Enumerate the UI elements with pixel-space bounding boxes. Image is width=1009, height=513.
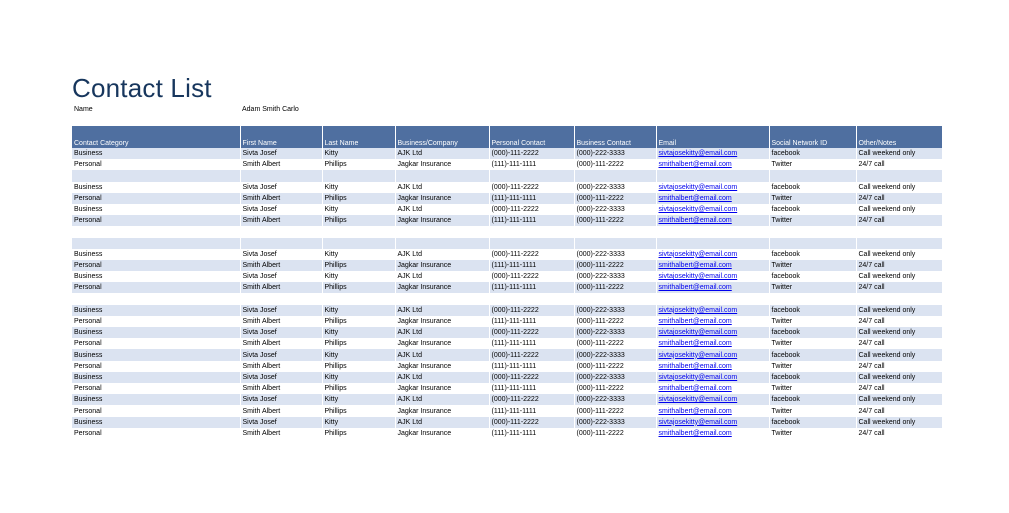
cell-business-contact[interactable]: (000)-111-2222 bbox=[574, 215, 656, 226]
table-row bbox=[72, 293, 942, 304]
table-row bbox=[72, 260, 942, 271]
cell-first-name[interactable]: Smith Albert bbox=[240, 215, 322, 226]
cell-email[interactable] bbox=[656, 238, 769, 249]
table-row bbox=[72, 215, 942, 226]
table-row bbox=[72, 327, 942, 338]
cell-personal-contact[interactable]: (111)-111-1111 bbox=[489, 361, 574, 372]
cell-business-company[interactable]: Jagkar Insurance bbox=[395, 215, 489, 226]
table-body bbox=[72, 148, 942, 439]
cell-last-name[interactable]: Kitty bbox=[322, 372, 395, 383]
cell-other-notes[interactable]: Call weekend only bbox=[856, 249, 942, 260]
cell-other-notes[interactable]: Call weekend only bbox=[856, 349, 942, 360]
table-row bbox=[72, 148, 942, 159]
cell-other-notes[interactable]: Call weekend only bbox=[856, 327, 942, 338]
cell-contact-category[interactable]: Personal bbox=[72, 260, 240, 271]
cell-contact-category[interactable]: Business bbox=[72, 148, 240, 159]
cell-social-network-id[interactable]: facebook bbox=[769, 249, 856, 260]
cell-business-contact[interactable]: (000)-222-3333 bbox=[574, 305, 656, 316]
cell-business-contact[interactable]: (000)-222-3333 bbox=[574, 249, 656, 260]
email-link[interactable]: sivtajosekitty@email.com bbox=[658, 273, 738, 281]
cell-personal-contact[interactable]: (000)-111-2222 bbox=[489, 271, 574, 282]
cell-first-name[interactable]: Sivta Josef bbox=[240, 204, 322, 215]
cell-contact-category[interactable]: Personal bbox=[72, 159, 240, 170]
cell-first-name[interactable] bbox=[240, 226, 322, 237]
cell-last-name[interactable] bbox=[322, 226, 395, 237]
cell-personal-contact[interactable]: (000)-111-2222 bbox=[489, 327, 574, 338]
cell-business-company[interactable]: AJK Ltd bbox=[395, 349, 489, 360]
cell-business-contact[interactable]: (000)-222-3333 bbox=[574, 271, 656, 282]
cell-other-notes[interactable]: Call weekend only bbox=[856, 305, 942, 316]
cell-business-company[interactable] bbox=[395, 293, 489, 304]
table-row bbox=[72, 249, 942, 260]
table-row bbox=[72, 383, 942, 394]
cell-business-contact[interactable]: (000)-111-2222 bbox=[574, 361, 656, 372]
email-link[interactable]: smithalbert@email.com bbox=[658, 407, 732, 415]
cell-business-contact[interactable]: (000)-222-3333 bbox=[574, 204, 656, 215]
cell-social-network-id[interactable]: Twitter bbox=[769, 383, 856, 394]
cell-social-network-id[interactable]: Twitter bbox=[769, 316, 856, 327]
cell-contact-category[interactable]: Business bbox=[72, 182, 240, 193]
cell-contact-category[interactable]: Business bbox=[72, 349, 240, 360]
cell-social-network-id[interactable]: Twitter bbox=[769, 215, 856, 226]
cell-business-company[interactable]: Jagkar Insurance bbox=[395, 428, 489, 439]
cell-email[interactable] bbox=[656, 327, 769, 338]
email-link[interactable]: sivtajosekitty@email.com bbox=[658, 250, 738, 258]
cell-contact-category[interactable]: Business bbox=[72, 271, 240, 282]
email-link[interactable]: smithalbert@email.com bbox=[658, 217, 732, 225]
cell-email[interactable] bbox=[656, 316, 769, 327]
cell-social-network-id[interactable]: facebook bbox=[769, 372, 856, 383]
cell-email[interactable] bbox=[656, 226, 769, 237]
cell-business-contact[interactable] bbox=[574, 170, 656, 181]
cell-first-name[interactable]: Sivta Josef bbox=[240, 148, 322, 159]
owner-name-label: Name bbox=[74, 106, 93, 113]
email-link[interactable]: smithalbert@email.com bbox=[658, 284, 732, 292]
email-link[interactable]: smithalbert@email.com bbox=[658, 194, 732, 202]
cell-email[interactable] bbox=[656, 182, 769, 193]
cell-business-company[interactable]: Jagkar Insurance bbox=[395, 338, 489, 349]
cell-other-notes[interactable]: Call weekend only bbox=[856, 182, 942, 193]
cell-business-company[interactable]: Jagkar Insurance bbox=[395, 282, 489, 293]
cell-email[interactable] bbox=[656, 249, 769, 260]
cell-business-contact[interactable]: (000)-222-3333 bbox=[574, 394, 656, 405]
cell-personal-contact[interactable]: (111)-111-1111 bbox=[489, 260, 574, 271]
cell-other-notes[interactable]: 24/7 call bbox=[856, 193, 942, 204]
table-row bbox=[72, 316, 942, 327]
cell-personal-contact[interactable]: (111)-111-1111 bbox=[489, 428, 574, 439]
cell-first-name[interactable]: Smith Albert bbox=[240, 361, 322, 372]
cell-email[interactable] bbox=[656, 417, 769, 428]
cell-social-network-id[interactable]: facebook bbox=[769, 148, 856, 159]
cell-email[interactable] bbox=[656, 170, 769, 181]
cell-email[interactable] bbox=[656, 349, 769, 360]
cell-business-contact[interactable]: (000)-111-2222 bbox=[574, 405, 656, 416]
cell-contact-category[interactable]: Personal bbox=[72, 193, 240, 204]
cell-email[interactable] bbox=[656, 428, 769, 439]
cell-business-company[interactable]: AJK Ltd bbox=[395, 249, 489, 260]
cell-first-name[interactable]: Smith Albert bbox=[240, 316, 322, 327]
column-header-business-contact[interactable]: Business Contact bbox=[574, 126, 656, 148]
cell-contact-category[interactable]: Business bbox=[72, 249, 240, 260]
cell-social-network-id[interactable]: Twitter bbox=[769, 159, 856, 170]
cell-email[interactable] bbox=[656, 282, 769, 293]
cell-first-name[interactable]: Sivta Josef bbox=[240, 271, 322, 282]
cell-email[interactable] bbox=[656, 159, 769, 170]
cell-last-name[interactable]: Phillips bbox=[322, 383, 395, 394]
cell-social-network-id[interactable]: facebook bbox=[769, 349, 856, 360]
page-title: Contact List bbox=[72, 73, 212, 103]
cell-other-notes[interactable]: 24/7 call bbox=[856, 428, 942, 439]
cell-social-network-id[interactable]: facebook bbox=[769, 394, 856, 405]
cell-business-contact[interactable]: (000)-111-2222 bbox=[574, 193, 656, 204]
cell-business-contact[interactable]: (000)-222-3333 bbox=[574, 372, 656, 383]
email-link[interactable]: smithalbert@email.com bbox=[658, 362, 732, 370]
cell-social-network-id[interactable]: facebook bbox=[769, 417, 856, 428]
column-header-business-company[interactable]: Business/Company bbox=[395, 126, 489, 148]
cell-other-notes[interactable]: 24/7 call bbox=[856, 316, 942, 327]
cell-first-name[interactable]: Sivta Josef bbox=[240, 305, 322, 316]
cell-business-contact[interactable]: (000)-222-3333 bbox=[574, 349, 656, 360]
contact-table bbox=[72, 126, 942, 439]
cell-contact-category[interactable]: Business bbox=[72, 204, 240, 215]
cell-social-network-id[interactable] bbox=[769, 293, 856, 304]
cell-business-company[interactable]: Jagkar Insurance bbox=[395, 316, 489, 327]
cell-last-name[interactable]: Phillips bbox=[322, 405, 395, 416]
cell-business-company[interactable]: Jagkar Insurance bbox=[395, 193, 489, 204]
cell-personal-contact[interactable] bbox=[489, 226, 574, 237]
cell-last-name[interactable]: Kitty bbox=[322, 417, 395, 428]
cell-first-name[interactable]: Sivta Josef bbox=[240, 349, 322, 360]
email-link[interactable]: smithalbert@email.com bbox=[658, 429, 732, 437]
cell-other-notes[interactable]: 24/7 call bbox=[856, 260, 942, 271]
cell-first-name[interactable]: Sivta Josef bbox=[240, 249, 322, 260]
cell-email[interactable] bbox=[656, 260, 769, 271]
cell-first-name[interactable]: Smith Albert bbox=[240, 383, 322, 394]
owner-name-value[interactable]: Adam Smith Carlo bbox=[242, 106, 299, 113]
cell-personal-contact[interactable]: (000)-111-2222 bbox=[489, 417, 574, 428]
table-row bbox=[72, 170, 942, 181]
cell-other-notes[interactable]: Call weekend only bbox=[856, 372, 942, 383]
cell-other-notes[interactable] bbox=[856, 293, 942, 304]
table-row bbox=[72, 338, 942, 349]
cell-business-contact[interactable]: (000)-222-3333 bbox=[574, 148, 656, 159]
cell-last-name[interactable] bbox=[322, 293, 395, 304]
cell-other-notes[interactable]: Call weekend only bbox=[856, 148, 942, 159]
cell-first-name[interactable]: Smith Albert bbox=[240, 405, 322, 416]
cell-last-name[interactable]: Kitty bbox=[322, 327, 395, 338]
column-header-other-notes[interactable]: Other/Notes bbox=[856, 126, 942, 148]
table-row bbox=[72, 282, 942, 293]
cell-personal-contact[interactable]: (111)-111-1111 bbox=[489, 159, 574, 170]
cell-business-contact[interactable] bbox=[574, 238, 656, 249]
table-header-row bbox=[72, 126, 942, 148]
cell-business-contact[interactable]: (000)-111-2222 bbox=[574, 282, 656, 293]
cell-first-name[interactable]: Sivta Josef bbox=[240, 372, 322, 383]
email-link[interactable]: sivtajosekitty@email.com bbox=[658, 306, 738, 314]
cell-business-company[interactable]: Jagkar Insurance bbox=[395, 405, 489, 416]
cell-business-company[interactable]: AJK Ltd bbox=[395, 417, 489, 428]
email-link[interactable]: sivtajosekitty@email.com bbox=[658, 396, 738, 404]
cell-social-network-id[interactable]: Twitter bbox=[769, 282, 856, 293]
cell-contact-category[interactable]: Personal bbox=[72, 361, 240, 372]
cell-last-name[interactable]: Kitty bbox=[322, 305, 395, 316]
cell-last-name[interactable]: Phillips bbox=[322, 361, 395, 372]
cell-email[interactable] bbox=[656, 215, 769, 226]
cell-first-name[interactable]: Sivta Josef bbox=[240, 394, 322, 405]
cell-business-company[interactable]: Jagkar Insurance bbox=[395, 383, 489, 394]
cell-last-name[interactable]: Phillips bbox=[322, 428, 395, 439]
cell-personal-contact[interactable]: (111)-111-1111 bbox=[489, 405, 574, 416]
cell-last-name[interactable]: Kitty bbox=[322, 394, 395, 405]
table-row bbox=[72, 428, 942, 439]
cell-personal-contact[interactable] bbox=[489, 238, 574, 249]
cell-other-notes[interactable]: 24/7 call bbox=[856, 361, 942, 372]
cell-business-company[interactable]: AJK Ltd bbox=[395, 204, 489, 215]
column-header-contact-category[interactable]: Contact Category bbox=[72, 126, 240, 148]
cell-last-name[interactable]: Phillips bbox=[322, 193, 395, 204]
cell-contact-category[interactable]: Personal bbox=[72, 282, 240, 293]
cell-first-name[interactable]: Smith Albert bbox=[240, 338, 322, 349]
cell-last-name[interactable]: Kitty bbox=[322, 182, 395, 193]
cell-contact-category[interactable]: Personal bbox=[72, 338, 240, 349]
cell-personal-contact[interactable]: (000)-111-2222 bbox=[489, 372, 574, 383]
cell-last-name[interactable]: Phillips bbox=[322, 159, 395, 170]
email-link[interactable]: sivtajosekitty@email.com bbox=[658, 329, 738, 337]
cell-personal-contact[interactable]: (111)-111-1111 bbox=[489, 215, 574, 226]
cell-last-name[interactable]: Kitty bbox=[322, 204, 395, 215]
cell-email[interactable] bbox=[656, 204, 769, 215]
table-row bbox=[72, 238, 942, 249]
cell-other-notes[interactable]: 24/7 call bbox=[856, 159, 942, 170]
cell-other-notes[interactable]: 24/7 call bbox=[856, 383, 942, 394]
cell-last-name[interactable]: Kitty bbox=[322, 148, 395, 159]
cell-email[interactable] bbox=[656, 293, 769, 304]
cell-contact-category[interactable]: Business bbox=[72, 305, 240, 316]
email-link[interactable]: smithalbert@email.com bbox=[658, 318, 732, 325]
cell-last-name[interactable]: Phillips bbox=[322, 215, 395, 226]
cell-social-network-id[interactable]: facebook bbox=[769, 182, 856, 193]
cell-email[interactable] bbox=[656, 383, 769, 394]
cell-contact-category[interactable] bbox=[72, 226, 240, 237]
cell-first-name[interactable]: Smith Albert bbox=[240, 282, 322, 293]
cell-business-contact[interactable]: (000)-111-2222 bbox=[574, 316, 656, 327]
cell-business-contact[interactable]: (000)-222-3333 bbox=[574, 417, 656, 428]
table-row bbox=[72, 417, 942, 428]
cell-first-name[interactable] bbox=[240, 293, 322, 304]
cell-personal-contact[interactable]: (111)-111-1111 bbox=[489, 338, 574, 349]
cell-last-name[interactable]: Phillips bbox=[322, 316, 395, 327]
cell-business-contact[interactable] bbox=[574, 226, 656, 237]
cell-first-name[interactable]: Smith Albert bbox=[240, 159, 322, 170]
cell-social-network-id[interactable]: facebook bbox=[769, 305, 856, 316]
cell-contact-category[interactable] bbox=[72, 170, 240, 181]
table-row bbox=[72, 226, 942, 237]
cell-social-network-id[interactable]: Twitter bbox=[769, 338, 856, 349]
cell-business-contact[interactable]: (000)-111-2222 bbox=[574, 338, 656, 349]
cell-social-network-id[interactable]: Twitter bbox=[769, 361, 856, 372]
cell-first-name[interactable]: Sivta Josef bbox=[240, 417, 322, 428]
column-header-last-name[interactable]: Last Name bbox=[322, 126, 395, 148]
cell-business-company[interactable]: AJK Ltd bbox=[395, 305, 489, 316]
email-link[interactable]: sivtajosekitty@email.com bbox=[658, 150, 738, 158]
cell-social-network-id[interactable] bbox=[769, 226, 856, 237]
table-row bbox=[72, 349, 942, 360]
cell-business-company[interactable]: AJK Ltd bbox=[395, 148, 489, 159]
cell-email[interactable] bbox=[656, 193, 769, 204]
cell-business-company[interactable]: AJK Ltd bbox=[395, 327, 489, 338]
cell-other-notes[interactable] bbox=[856, 170, 942, 181]
cell-social-network-id[interactable]: Twitter bbox=[769, 260, 856, 271]
cell-contact-category[interactable]: Business bbox=[72, 417, 240, 428]
cell-email[interactable] bbox=[656, 271, 769, 282]
cell-social-network-id[interactable] bbox=[769, 238, 856, 249]
table-row bbox=[72, 305, 942, 316]
cell-personal-contact[interactable]: (000)-111-2222 bbox=[489, 305, 574, 316]
cell-personal-contact[interactable]: (000)-111-2222 bbox=[489, 249, 574, 260]
email-link[interactable]: smithalbert@email.com bbox=[658, 340, 732, 348]
cell-contact-category[interactable]: Personal bbox=[72, 316, 240, 327]
cell-business-contact[interactable]: (000)-111-2222 bbox=[574, 159, 656, 170]
cell-email[interactable] bbox=[656, 394, 769, 405]
cell-last-name[interactable]: Phillips bbox=[322, 338, 395, 349]
cell-other-notes[interactable] bbox=[856, 238, 942, 249]
cell-first-name[interactable]: Smith Albert bbox=[240, 193, 322, 204]
cell-contact-category[interactable]: Business bbox=[72, 372, 240, 383]
cell-personal-contact[interactable] bbox=[489, 170, 574, 181]
cell-contact-category[interactable]: Business bbox=[72, 327, 240, 338]
cell-business-company[interactable]: Jagkar Insurance bbox=[395, 260, 489, 271]
cell-business-company[interactable]: Jagkar Insurance bbox=[395, 361, 489, 372]
column-header-social-network-id[interactable]: Social Network ID bbox=[769, 126, 856, 148]
cell-business-company[interactable]: Jagkar Insurance bbox=[395, 159, 489, 170]
column-header-email[interactable]: Email bbox=[656, 126, 769, 148]
cell-personal-contact[interactable]: (000)-111-2222 bbox=[489, 204, 574, 215]
cell-other-notes[interactable] bbox=[856, 226, 942, 237]
cell-business-company[interactable] bbox=[395, 226, 489, 237]
table-row bbox=[72, 193, 942, 204]
cell-other-notes[interactable]: Call weekend only bbox=[856, 204, 942, 215]
cell-contact-category[interactable]: Personal bbox=[72, 215, 240, 226]
table-row bbox=[72, 361, 942, 372]
cell-personal-contact[interactable]: (111)-111-1111 bbox=[489, 193, 574, 204]
email-link[interactable]: smithalbert@email.com bbox=[658, 262, 732, 270]
cell-other-notes[interactable]: 24/7 call bbox=[856, 282, 942, 293]
cell-email[interactable] bbox=[656, 338, 769, 349]
cell-business-contact[interactable]: (000)-111-2222 bbox=[574, 260, 656, 271]
cell-personal-contact[interactable]: (111)-111-1111 bbox=[489, 316, 574, 327]
email-link[interactable]: sivtajosekitty@email.com bbox=[658, 373, 738, 381]
cell-last-name[interactable]: Phillips bbox=[322, 282, 395, 293]
cell-social-network-id[interactable]: Twitter bbox=[769, 193, 856, 204]
cell-business-company[interactable]: AJK Ltd bbox=[395, 182, 489, 193]
cell-email[interactable] bbox=[656, 405, 769, 416]
cell-other-notes[interactable]: Call weekend only bbox=[856, 271, 942, 282]
cell-personal-contact[interactable]: (111)-111-1111 bbox=[489, 282, 574, 293]
cell-other-notes[interactable]: 24/7 call bbox=[856, 405, 942, 416]
cell-social-network-id[interactable]: facebook bbox=[769, 204, 856, 215]
cell-business-company[interactable]: AJK Ltd bbox=[395, 372, 489, 383]
cell-social-network-id[interactable]: facebook bbox=[769, 327, 856, 338]
cell-other-notes[interactable]: 24/7 call bbox=[856, 215, 942, 226]
email-link[interactable]: sivtajosekitty@email.com bbox=[658, 183, 738, 191]
table-row bbox=[72, 405, 942, 416]
cell-email[interactable] bbox=[656, 361, 769, 372]
cell-personal-contact[interactable]: (000)-111-2222 bbox=[489, 349, 574, 360]
cell-last-name[interactable]: Phillips bbox=[322, 260, 395, 271]
cell-other-notes[interactable]: 24/7 call bbox=[856, 338, 942, 349]
cell-business-company[interactable] bbox=[395, 238, 489, 249]
cell-last-name[interactable]: Kitty bbox=[322, 349, 395, 360]
cell-personal-contact[interactable]: (111)-111-1111 bbox=[489, 383, 574, 394]
email-link[interactable]: sivtajosekitty@email.com bbox=[658, 206, 738, 214]
table-row bbox=[72, 394, 942, 405]
cell-business-company[interactable] bbox=[395, 170, 489, 181]
cell-first-name[interactable]: Sivta Josef bbox=[240, 327, 322, 338]
email-link[interactable]: smithalbert@email.com bbox=[658, 161, 732, 169]
column-header-first-name[interactable]: First Name bbox=[240, 126, 322, 148]
table-row bbox=[72, 204, 942, 215]
cell-first-name[interactable] bbox=[240, 238, 322, 249]
cell-personal-contact[interactable]: (000)-111-2222 bbox=[489, 394, 574, 405]
cell-last-name[interactable]: Kitty bbox=[322, 249, 395, 260]
cell-business-contact[interactable] bbox=[574, 293, 656, 304]
cell-contact-category[interactable]: Personal bbox=[72, 405, 240, 416]
cell-last-name[interactable] bbox=[322, 238, 395, 249]
cell-contact-category[interactable] bbox=[72, 293, 240, 304]
cell-personal-contact[interactable]: (000)-111-2222 bbox=[489, 148, 574, 159]
cell-social-network-id[interactable]: Twitter bbox=[769, 405, 856, 416]
cell-business-contact[interactable]: (000)-222-3333 bbox=[574, 182, 656, 193]
cell-contact-category[interactable]: Business bbox=[72, 394, 240, 405]
cell-business-contact[interactable]: (000)-222-3333 bbox=[574, 327, 656, 338]
email-link[interactable]: sivtajosekitty@email.com bbox=[658, 351, 738, 359]
cell-social-network-id[interactable] bbox=[769, 170, 856, 181]
cell-personal-contact[interactable]: (000)-111-2222 bbox=[489, 182, 574, 193]
cell-contact-category[interactable]: Personal bbox=[72, 428, 240, 439]
email-link[interactable]: sivtajosekitty@email.com bbox=[658, 418, 738, 426]
cell-other-notes[interactable]: Call weekend only bbox=[856, 417, 942, 428]
cell-business-company[interactable]: AJK Ltd bbox=[395, 394, 489, 405]
cell-contact-category[interactable] bbox=[72, 238, 240, 249]
table-row bbox=[72, 159, 942, 170]
cell-first-name[interactable] bbox=[240, 170, 322, 181]
cell-other-notes[interactable]: Call weekend only bbox=[856, 394, 942, 405]
cell-email[interactable] bbox=[656, 305, 769, 316]
cell-social-network-id[interactable]: Twitter bbox=[769, 428, 856, 439]
cell-contact-category[interactable]: Personal bbox=[72, 383, 240, 394]
table-row bbox=[72, 271, 942, 282]
cell-social-network-id[interactable]: facebook bbox=[769, 271, 856, 282]
cell-first-name[interactable]: Smith Albert bbox=[240, 428, 322, 439]
cell-business-company[interactable]: AJK Ltd bbox=[395, 271, 489, 282]
column-header-personal-contact[interactable]: Personal Contact bbox=[489, 126, 574, 148]
cell-first-name[interactable]: Smith Albert bbox=[240, 260, 322, 271]
table-row bbox=[72, 182, 942, 193]
cell-email[interactable] bbox=[656, 148, 769, 159]
cell-last-name[interactable]: Kitty bbox=[322, 271, 395, 282]
email-link[interactable]: smithalbert@email.com bbox=[658, 385, 732, 393]
cell-last-name[interactable] bbox=[322, 170, 395, 181]
cell-email[interactable] bbox=[656, 372, 769, 383]
table-row bbox=[72, 372, 942, 383]
cell-business-contact[interactable]: (000)-111-2222 bbox=[574, 383, 656, 394]
cell-first-name[interactable]: Sivta Josef bbox=[240, 182, 322, 193]
cell-business-contact[interactable]: (000)-111-2222 bbox=[574, 428, 656, 439]
cell-personal-contact[interactable] bbox=[489, 293, 574, 304]
owner-name-row bbox=[0, 104, 1009, 116]
